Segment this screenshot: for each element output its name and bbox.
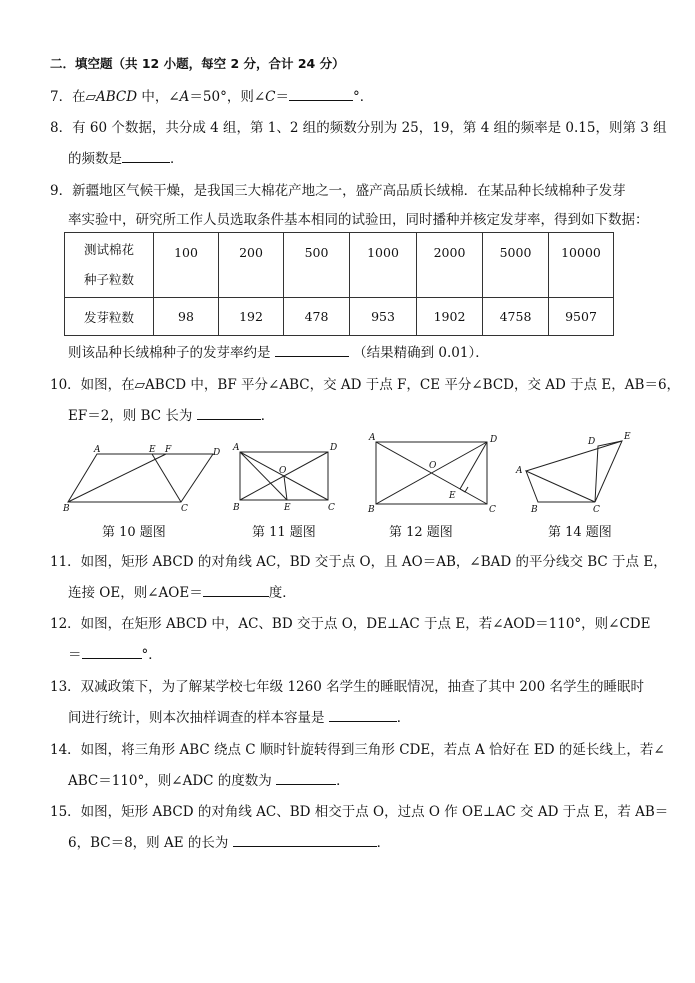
fig11-label-d: D (330, 443, 338, 453)
figure-12 (376, 442, 487, 504)
fig14-label-c: C (593, 505, 600, 515)
table-cell: 2000 (417, 233, 483, 298)
fig10-label-f: F (165, 445, 172, 455)
fig11-line-ae (240, 452, 287, 500)
q9-after-pre: 则该品种长绒棉种子的发芽率约是 (68, 345, 271, 361)
figure-14 (526, 441, 622, 502)
q10-answer-blank[interactable] (197, 405, 261, 420)
q12-answer-blank[interactable] (82, 644, 142, 659)
question-10-line2 (68, 405, 274, 426)
question-15-line1: 15．如图，矩形 ABCD 的对角线 AC、BD 相交于点 O，过点 O 作 OE⊥AC 交 AD 于点 E，若 AB＝ (50, 804, 669, 820)
table-cell: 4758 (483, 298, 549, 336)
table-cell: 100 (154, 233, 219, 298)
fig12-label-d: D (490, 435, 498, 445)
question-9-line1: 9．新疆地区气候干燥，是我国三大棉花产地之一，盛产高品质长绒棉．在某品种长绒棉种子发芽 (50, 183, 626, 199)
q7-prefix: 7．在▱ (50, 89, 96, 105)
fig12-label-a: A (369, 433, 376, 443)
q7-abcd: ABCD (95, 89, 138, 105)
question-7 (50, 86, 373, 107)
table-cell: 5000 (483, 233, 549, 298)
q15-answer-blank[interactable] (233, 832, 377, 847)
caption-figure-12: 第 12 题图 (389, 525, 453, 540)
q13-line2-post: ． (396, 710, 411, 726)
q7-angle-a: A (179, 89, 190, 105)
q15-line2-post: ． (376, 835, 391, 851)
q10-line2-post: ． (260, 408, 275, 424)
table-cell: 9507 (549, 298, 614, 336)
fig12-label-o: O (429, 461, 437, 471)
fig11-label-b: B (233, 503, 240, 513)
question-8-line1: 8．有 60 个数据，共分成 4 组，第 1、2 组的频数分别为 25，19，第 4 组的频率是 0.15，则第 3 组 (50, 120, 667, 136)
fig11-label-o: O (279, 466, 287, 476)
q8-answer-blank[interactable] (122, 148, 170, 163)
fig11-line-oe (284, 476, 287, 500)
fig10-label-b: B (63, 504, 70, 514)
table-row-seeds (65, 233, 614, 298)
q13-line2-pre: 间进行统计，则本次抽样调查的样本容量是 (68, 710, 325, 726)
q7-post: °． (353, 89, 374, 105)
q7-eq: ＝ (275, 89, 290, 105)
fig14-triangle-abc (526, 471, 595, 502)
fig14-label-b: B (531, 505, 538, 515)
fig12-label-e: E (449, 491, 456, 501)
figure-10 (68, 454, 213, 502)
question-13-line1: 13．双减政策下，为了解某学校七年级 1260 名学生的睡眠情况，抽查了其中 200 名学生的睡眠时 (50, 679, 644, 695)
table-cell: 98 (154, 298, 219, 336)
fig11-label-e: E (284, 503, 291, 513)
question-11-line2 (68, 582, 296, 603)
question-10-line1: 10．如图，在▱ABCD 中，BF 平分∠ABC，交 AD 于点 F，CE 平分∠BCD，交 AD 于点 E，AB＝6， (50, 377, 681, 393)
question-14-line1: 14．如图，将三角形 ABC 绕点 C 顺时针旋转得到三角形 CDE，若点 A 恰好在 ED 的延长线上，若∠ (50, 742, 665, 758)
figure-11 (240, 452, 328, 500)
table-label-seeds (65, 233, 154, 298)
q11-line2-post: 度． (268, 585, 296, 601)
fig10-label-d: D (213, 448, 221, 458)
q9-after-post: （结果精确到 0.01）． (353, 345, 489, 361)
q15-line2-pre: 6，BC＝8，则 AE 的长为 (68, 835, 229, 851)
fig10-line-ce (152, 454, 181, 502)
question-9-after (68, 342, 489, 363)
question-12-line1: 12．如图，在矩形 ABCD 中，AC、BD 交于点 O，DE⊥AC 于点 E，若∠AOD＝110°，则∠CDE (50, 616, 651, 632)
q10-line2-pre: EF＝2，则 BC 长为 (68, 408, 193, 424)
fig10-label-e: E (149, 445, 156, 455)
q14-line2-pre: ABC＝110°，则∠ADC 的度数为 (68, 773, 272, 789)
question-12-line2 (68, 644, 162, 665)
question-9-line2: 率实验中，研究所工作人员选取条件基本相同的试验田，同时播种并核定发芽率，得到如下数据： (68, 212, 649, 228)
fig14-triangle-cde (595, 441, 622, 502)
question-8-line2 (68, 148, 184, 169)
q14-answer-blank[interactable] (276, 770, 336, 785)
q9-answer-blank[interactable] (275, 342, 349, 357)
fig14-label-d: D (588, 437, 596, 447)
table-cell: 953 (350, 298, 417, 336)
table-cell: 192 (219, 298, 284, 336)
fig14-line-ae (526, 441, 622, 471)
q11-line2-pre: 连接 OE，则∠AOE＝ (68, 585, 203, 601)
fig14-label-a: A (516, 466, 523, 476)
question-13-line2 (68, 707, 410, 728)
question-15-line2 (68, 832, 390, 853)
table-cell: 200 (219, 233, 284, 298)
table-cell: 1902 (417, 298, 483, 336)
table-row-germinated (65, 298, 614, 336)
table-cell: 1000 (350, 233, 417, 298)
fig12-label-b: B (368, 505, 375, 515)
question-11-line1: 11．如图，矩形 ABCD 的对角线 AC，BD 交于点 O，且 AO＝AB，∠BAD 的平分线交 BC 于点 E， (50, 554, 667, 570)
table-label-germinated: 发芽粒数 (65, 298, 154, 336)
germination-table (64, 232, 614, 336)
q7-value: ＝50°，则∠ (189, 89, 266, 105)
q12-line2-post: °． (141, 647, 162, 663)
q8-line2-post: ． (170, 151, 184, 167)
caption-figure-14: 第 14 题图 (548, 525, 612, 540)
q7-angle-c: C (265, 89, 276, 105)
caption-figure-10: 第 10 题图 (102, 525, 166, 540)
table-cell: 478 (284, 298, 350, 336)
table-label-seeds-b: 种子粒数 (83, 272, 134, 287)
fig10-parallelogram (68, 454, 213, 502)
section-title: 二．填空题（共 12 小题，每空 2 分，合计 24 分） (50, 56, 345, 71)
fig14-label-e: E (624, 432, 631, 442)
fig12-label-c: C (489, 505, 496, 515)
q7-answer-blank[interactable] (289, 86, 353, 101)
q11-answer-blank[interactable] (203, 582, 269, 597)
figures-row (0, 428, 695, 520)
fig10-label-c: C (181, 504, 188, 514)
q8-line2-pre: 的频数是 (68, 151, 122, 167)
caption-figure-11: 第 11 题图 (252, 525, 316, 540)
table-label-seeds-a: 测试棉花 (83, 242, 134, 257)
q13-answer-blank[interactable] (329, 707, 397, 722)
fig11-label-c: C (328, 503, 335, 513)
q14-line2-post: ． (336, 773, 350, 789)
fig10-label-a: A (94, 445, 101, 455)
table-cell: 10000 (549, 233, 614, 298)
question-14-line2 (68, 770, 350, 791)
q7-mid: 中，∠ (137, 89, 180, 105)
q12-line2-pre: ＝ (68, 647, 82, 663)
table-cell: 500 (284, 233, 350, 298)
fig11-label-a: A (233, 443, 240, 453)
